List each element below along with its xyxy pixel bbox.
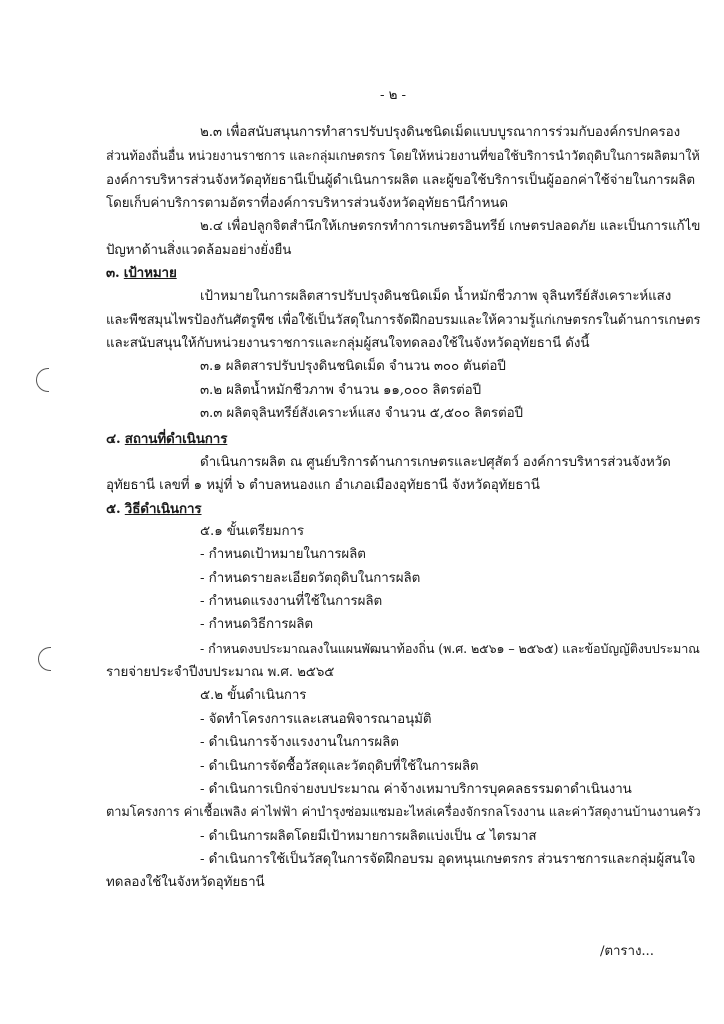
s3-line-1: เป้าหมายในการผลิตสารปรับปรุงดินชนิดเม็ด น้ำหมักชีวภาพ จุลินทรีย์สังเคราะห์แสง (200, 289, 672, 304)
s5-prep-1: - กำหนดเป้าหมายในการผลิต (200, 547, 366, 562)
s5-exec-1: - จัดทำโครงการและเสนอพิจารณาอนุมัติ (200, 712, 432, 727)
s3-item-2: ๓.๒ ผลิตน้ำหมักชีวภาพ จำนวน ๑๑,๐๐๐ ลิตรต่อปี (200, 383, 482, 398)
s2-4-line-2: ปัญหาด้านสิ่งแวดล้อมอย่างยั่งยืน (106, 243, 292, 258)
s3-item-3: ๓.๓ ผลิตจุลินทรีย์สังเคราะห์แสง จำนวน ๕,๕๐๐ ลิตรต่อปี (200, 406, 523, 421)
section-4-title: สถานที่ดำเนินการ (124, 431, 228, 447)
s5-exec-6: - ดำเนินการใช้เป็นวัสดุในการจัดฝึกอบรม อุดหนุนเกษตรกร ส่วนราชการและกลุ่มผู้สนใจ (200, 852, 696, 867)
s5-exec-2: - ดำเนินการจ้างแรงงานในการผลิต (200, 735, 399, 750)
section-3-title: เป้าหมาย (123, 265, 177, 281)
s5-prep-5: - กำหนดงบประมาณลงในแผนพัฒนาท้องถิ่น (พ.ศ. ๒๕๖๑ – ๒๕๖๕) และข้อบัญญัติงบประมาณ (200, 641, 700, 656)
punch-hole-top (36, 368, 49, 392)
page-number: - ๒ - (380, 88, 406, 103)
s5-exec-cont: ตามโครงการ ค่าเชื้อเพลิง ค่าไฟฟ้า ค่าบำรุงซ่อมแซมอะไหล่เครื่องจักรกลโรงงาน และค่าวัสดุงานบ้านงานครัว (106, 805, 701, 820)
s2-3-line-1: ๒.๓ เพื่อสนับสนุนการทำสารปรับปรุงดินชนิดเม็ดแบบบูรณาการร่วมกับองค์กรปกครอง (200, 125, 681, 140)
s5-sub-1: ๕.๑ ขั้นเตรียมการ (200, 524, 305, 539)
s5-exec-4: - ดำเนินการเบิกจ่ายงบประมาณ ค่าจ้างเหมาบริการบุคคลธรรมดาดำเนินงาน (200, 782, 632, 797)
s5-prep-2: - กำหนดรายละเอียดวัตถุดิบในการผลิต (200, 571, 421, 586)
section-4-number: ๔. (106, 431, 121, 447)
section-5-number: ๕. (106, 501, 121, 517)
s2-3-line-3: องค์การบริหารส่วนจังหวัดอุทัยธานีเป็นผู้ดำเนินการผลิต และผู้ขอใช้บริการเป็นผู้ออกค่าใช้จ่ายในการผลิต (106, 173, 695, 188)
s5-prep-cont: รายจ่ายประจำปีงบประมาณ พ.ศ. ๒๕๖๕ (106, 665, 335, 680)
s2-3-line-2: ส่วนท้องถิ่นอื่น หน่วยงานราชการ และกลุ่มเกษตรกร โดยให้หน่วยงานที่ขอใช้บริการนำวัตถุดิบในการผลิตมาให้ (106, 149, 700, 164)
s5-exec-5: - ดำเนินการผลิตโดยมีเป้าหมายการผลิตแบ่งเป็น ๔ ไตรมาส (200, 829, 537, 844)
s3-line-2: และพืชสมุนไพรป้องกันศัตรูพืช เพื่อใช้เป็นวัสดุในการจัดฝึกอบรมและให้ความรู้แก่เกษตรกรในด้านการเกษตร (106, 313, 701, 328)
s5-prep-3: - กำหนดแรงงานที่ใช้ในการผลิต (200, 594, 383, 609)
s5-exec-3: - ดำเนินการจัดซื้อวัสดุและวัตถุดิบที่ใช้ในการผลิต (200, 759, 479, 774)
s4-line-2: อุทัยธานี เลขที่ ๑ หมู่ที่ ๖ ตำบลหนองแก อำเภอเมืองอุทัยธานี จังหวัดอุทัยธานี (106, 478, 540, 493)
continuation-note: /ตาราง... (600, 944, 654, 959)
section-3-number: ๓. (106, 265, 120, 281)
s4-line-1: ดำเนินการผลิต ณ ศูนย์บริการด้านการเกษตรและปศุสัตว์ องค์การบริหารส่วนจังหวัด (200, 455, 671, 470)
section-5-title: วิธีดำเนินการ (124, 501, 202, 517)
s5-prep-4: - กำหนดวิธีการผลิต (200, 617, 313, 632)
s3-item-1: ๓.๑ ผลิตสารปรับปรุงดินชนิดเม็ด จำนวน ๓๐๐ ตันต่อปี (200, 359, 506, 374)
s5-exec2-cont: ทดลองใช้ในจังหวัดอุทัยธานี (106, 875, 265, 890)
s2-3-line-4: โดยเก็บค่าบริการตามอัตราที่องค์การบริหารส่วนจังหวัดอุทัยธานีกำหนด (106, 196, 508, 211)
s5-sub-2: ๕.๒ ขั้นดำเนินการ (200, 688, 307, 703)
section-4-heading (106, 429, 227, 450)
s2-4-line-1: ๒.๔ เพื่อปลูกจิตสำนึกให้เกษตรกรทำการเกษตรอินทรีย์ เกษตรปลอดภัย และเป็นการแก้ไข (200, 219, 701, 234)
section-5-heading (106, 499, 202, 520)
s3-line-3: และสนับสนุนให้กับหน่วยงานราชการและกลุ่มผู้สนใจทดลองใช้ในจังหวัดอุทัยธานี ดังนี้ (106, 336, 590, 351)
punch-hole-bottom (38, 647, 51, 671)
section-3-heading (106, 263, 177, 284)
